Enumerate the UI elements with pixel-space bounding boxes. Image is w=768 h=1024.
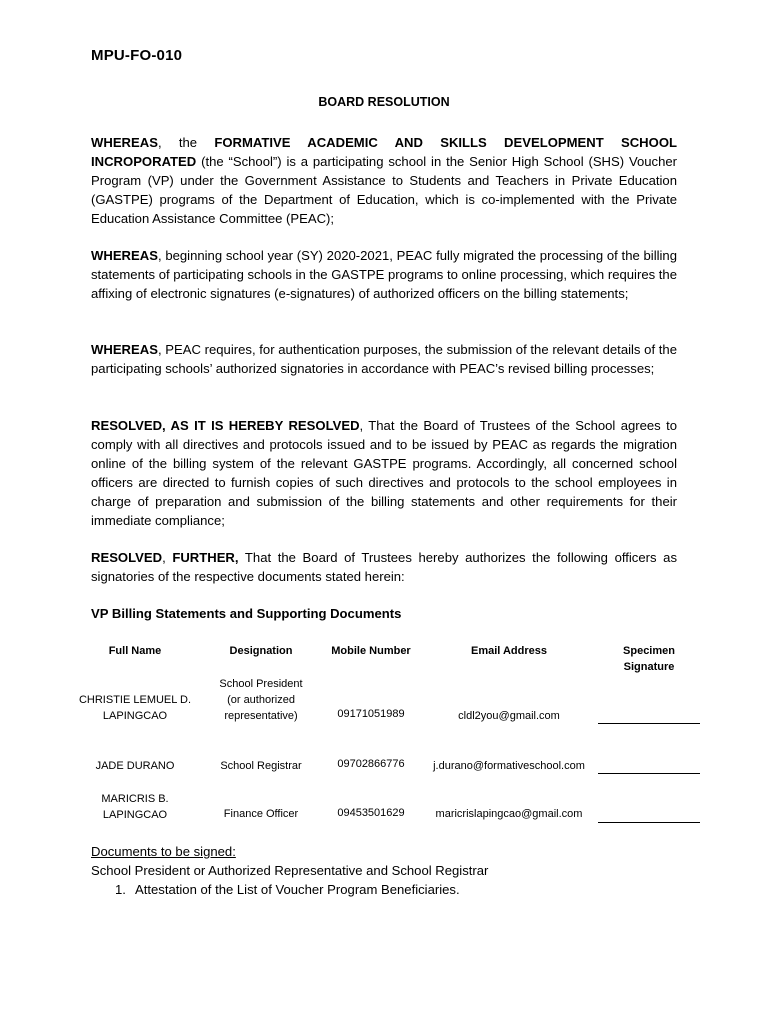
header-signature-line-2: Signature [623, 661, 675, 673]
designation-line: representative) [224, 710, 298, 722]
whereas-clause-1 [91, 133, 677, 228]
resolved-clause [91, 416, 677, 530]
row-1-designation [205, 676, 317, 724]
list-item-text: Attestation of the List of Voucher Program Beneficiaries. [135, 882, 460, 897]
list-item [115, 880, 460, 899]
row-2-designation: School Registrar [220, 760, 302, 772]
row-1-email: cldl2you@gmail.com [458, 710, 560, 722]
list-item-number: 1. [115, 882, 126, 897]
clause-lead: WHEREAS [91, 135, 158, 150]
clause-lead: WHEREAS [91, 342, 158, 357]
row-2-signature-line [598, 773, 700, 774]
clause-text: , the [157, 135, 215, 150]
clause-separator: , [162, 550, 173, 565]
clause-lead: RESOLVED, AS IT IS HEREBY RESOLVED [91, 418, 360, 433]
clause-text: , beginning school year (SY) 2020-2021, PEAC fully migrated the processing of the billing statements of participating schools in the GASTPE programs to online processing, which requires the affixing of electronic signatures (e-signatures) of authorized officers on the billing statements; [91, 248, 677, 301]
signers-line: School President or Authorized Representative and School Registrar [91, 863, 489, 878]
whereas-clause-2 [91, 246, 677, 303]
name-line: LAPINGCAO [102, 809, 168, 821]
designation-line: (or authorized [227, 694, 295, 706]
form-code: MPU-FO-010 [91, 47, 183, 64]
section-heading: VP Billing Statements and Supporting Documents [91, 606, 402, 621]
header-mobile-number: Mobile Number [331, 645, 411, 657]
row-2-name: JADE DURANO [95, 760, 175, 772]
header-full-name: Full Name [108, 645, 162, 657]
row-3-name [70, 791, 200, 823]
row-3-email: maricrislapingcao@gmail.com [435, 808, 583, 820]
clause-text: (the “School”) is a participating school in the Senior High School (SHS) Voucher Program (VP) under the Government Assistance to Students and Teachers in Private Education (GASTPE) programs of the Department of Education, which is co-implemented with the Private Education Assistance Committee (PEAC); [91, 154, 677, 226]
header-specimen-signature [598, 643, 700, 675]
clause-lead: WHEREAS [91, 248, 158, 263]
name-line: MARICRIS B. [101, 793, 169, 805]
clause-text: , PEAC requires, for authentication purposes, the submission of the relevant details of the participating schools’ authorized signatories in accordance with PEAC’s revised billing processes; [91, 342, 677, 376]
school-name: FORMATIVE ACADEMIC AND SKILLS DEVELOPMENT SCHOOL INCROPORATED [91, 135, 677, 169]
row-2-email: j.durano@formativeschool.com [433, 760, 585, 772]
name-line: CHRISTIE LEMUEL D. [78, 694, 192, 706]
clause-text: , That the Board of Trustees of the School agrees to comply with all directives and protocols issued and to be issued by PEAC as regards the migration online of the billing system of the relevant GASTPE programs. Accordingly, all concerned school officers are directed to furnish copies of such directives and protocols to the school employees in charge of preparation and submission of the billing statements and other requirements for their immediate compliance; [91, 418, 677, 528]
row-3-designation: Finance Officer [223, 808, 299, 820]
clause-lead: RESOLVED [91, 550, 163, 565]
clause-lead-2: FURTHER, [172, 550, 239, 565]
header-email-address: Email Address [470, 645, 547, 657]
resolved-further-clause [91, 548, 677, 586]
row-1-signature-line [598, 723, 700, 724]
name-line: LAPINGCAO [102, 710, 168, 722]
row-3-signature-line [598, 822, 700, 823]
header-signature-line-1: Specimen [623, 645, 675, 657]
row-2-mobile: 09702866776 [337, 758, 405, 770]
whereas-clause-3 [91, 340, 677, 378]
row-3-mobile: 09453501629 [337, 807, 405, 819]
designation-line: School President [219, 678, 303, 690]
documents-to-be-signed-heading: Documents to be signed: [91, 844, 236, 859]
row-1-mobile: 09171051989 [337, 708, 405, 720]
document-title: BOARD RESOLUTION [318, 95, 450, 109]
row-1-name [70, 692, 200, 724]
header-designation: Designation [229, 645, 293, 657]
clause-text: That the Board of Trustees hereby authorizes the following officers as signatories of the respective documents stated herein: [91, 550, 677, 584]
